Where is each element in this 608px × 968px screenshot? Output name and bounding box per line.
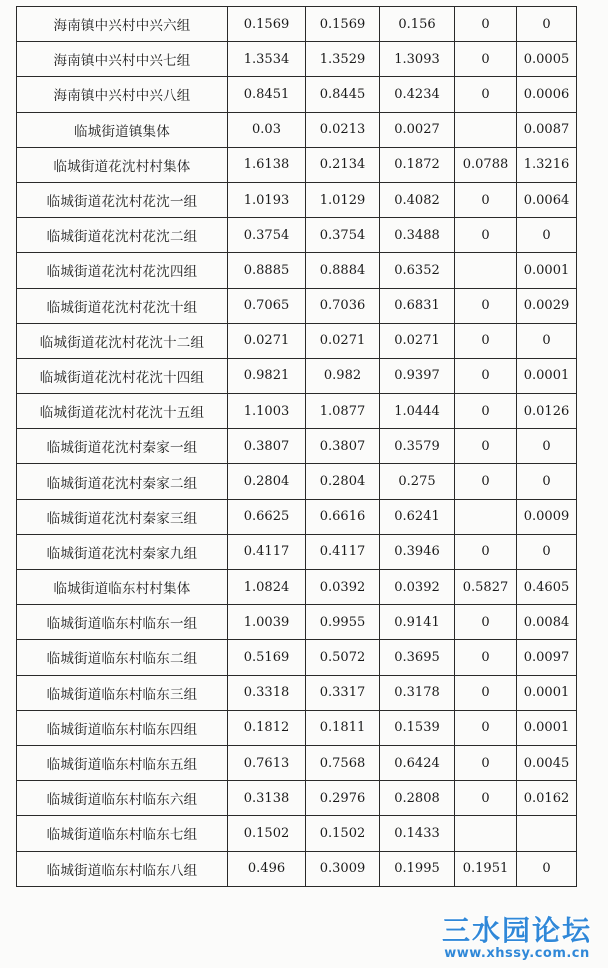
value-cell: 0 xyxy=(455,288,517,323)
row-label-cell: 临城街道临东村临东五组 xyxy=(17,745,228,780)
value-cell: 0 xyxy=(517,7,577,42)
value-cell: 0.4605 xyxy=(517,570,577,605)
row-label-cell: 临城街道花沈村花沈二组 xyxy=(17,218,228,253)
value-cell: 0.2808 xyxy=(380,781,455,816)
row-label-cell: 临城街道花沈村花沈十五组 xyxy=(17,394,228,429)
value-cell: 0.1539 xyxy=(380,710,455,745)
value-cell: 1.0444 xyxy=(380,394,455,429)
table-body xyxy=(17,7,577,887)
value-cell: 0.0097 xyxy=(517,640,577,675)
table-row xyxy=(17,534,577,569)
value-cell: 0.7568 xyxy=(306,745,380,780)
value-cell: 0.5169 xyxy=(228,640,306,675)
row-label-cell: 临城街道花沈村秦家一组 xyxy=(17,429,228,464)
table-row xyxy=(17,112,577,147)
value-cell: 0 xyxy=(455,42,517,77)
value-cell: 0.1502 xyxy=(306,816,380,851)
value-cell: 0.3488 xyxy=(380,218,455,253)
value-cell: 0.6616 xyxy=(306,499,380,534)
value-cell: 0.9821 xyxy=(228,358,306,393)
value-cell: 0.1951 xyxy=(455,851,517,886)
value-cell: 0.3178 xyxy=(380,675,455,710)
value-cell: 0.6241 xyxy=(380,499,455,534)
value-cell: 0.4117 xyxy=(228,534,306,569)
row-label-cell: 海南镇中兴村中兴七组 xyxy=(17,42,228,77)
value-cell: 0 xyxy=(517,323,577,358)
table-row xyxy=(17,147,577,182)
value-cell: 0.0001 xyxy=(517,710,577,745)
value-cell: 0.0271 xyxy=(306,323,380,358)
value-cell: 1.3216 xyxy=(517,147,577,182)
value-cell: 0.3754 xyxy=(306,218,380,253)
value-cell: 1.3534 xyxy=(228,42,306,77)
value-cell: 1.0193 xyxy=(228,182,306,217)
table-row xyxy=(17,218,577,253)
row-label-cell: 临城街道临东村临东一组 xyxy=(17,605,228,640)
table-row xyxy=(17,429,577,464)
row-label-cell: 临城街道花沈村秦家九组 xyxy=(17,534,228,569)
value-cell: 0.4117 xyxy=(306,534,380,569)
value-cell: 0.6424 xyxy=(380,745,455,780)
value-cell: 0.0001 xyxy=(517,253,577,288)
table-row xyxy=(17,710,577,745)
value-cell: 1.0877 xyxy=(306,394,380,429)
data-table xyxy=(16,6,577,887)
value-cell: 0.0084 xyxy=(517,605,577,640)
value-cell: 0.0271 xyxy=(228,323,306,358)
value-cell: 0 xyxy=(455,781,517,816)
row-label-cell: 临城街道花沈村花沈四组 xyxy=(17,253,228,288)
table-row xyxy=(17,640,577,675)
value-cell: 0.496 xyxy=(228,851,306,886)
value-cell: 0 xyxy=(455,77,517,112)
value-cell: 0.3138 xyxy=(228,781,306,816)
value-cell xyxy=(455,499,517,534)
value-cell xyxy=(455,816,517,851)
table-row xyxy=(17,77,577,112)
value-cell: 0 xyxy=(517,534,577,569)
value-cell xyxy=(455,253,517,288)
value-cell: 0.4082 xyxy=(380,182,455,217)
value-cell: 0.275 xyxy=(380,464,455,499)
value-cell: 0.3579 xyxy=(380,429,455,464)
value-cell: 0.1502 xyxy=(228,816,306,851)
row-label-cell: 临城街道临东村临东六组 xyxy=(17,781,228,816)
value-cell: 1.1003 xyxy=(228,394,306,429)
table-row xyxy=(17,7,577,42)
row-label-cell: 临城街道花沈村花沈十二组 xyxy=(17,323,228,358)
value-cell: 0 xyxy=(517,429,577,464)
value-cell: 0.0006 xyxy=(517,77,577,112)
value-cell: 1.3093 xyxy=(380,42,455,77)
value-cell: 0 xyxy=(455,710,517,745)
value-cell: 0 xyxy=(455,323,517,358)
table-row xyxy=(17,288,577,323)
row-label-cell: 临城街道花沈村秦家二组 xyxy=(17,464,228,499)
watermark-url: www.xhssy.com.cn xyxy=(444,946,590,961)
value-cell: 0.8884 xyxy=(306,253,380,288)
table-row xyxy=(17,851,577,886)
row-label-cell: 临城街道花沈村花沈一组 xyxy=(17,182,228,217)
row-label-cell: 临城街道花沈村花沈十组 xyxy=(17,288,228,323)
value-cell: 0.2804 xyxy=(228,464,306,499)
value-cell: 0.156 xyxy=(380,7,455,42)
value-cell: 0 xyxy=(455,182,517,217)
value-cell: 0 xyxy=(455,534,517,569)
value-cell: 0.982 xyxy=(306,358,380,393)
value-cell: 0.0001 xyxy=(517,675,577,710)
value-cell: 0 xyxy=(455,7,517,42)
row-label-cell: 临城街道花沈村花沈十四组 xyxy=(17,358,228,393)
row-label-cell: 临城街道临东村临东二组 xyxy=(17,640,228,675)
value-cell: 0.7613 xyxy=(228,745,306,780)
table-row xyxy=(17,464,577,499)
value-cell: 0.0001 xyxy=(517,358,577,393)
value-cell: 0.0027 xyxy=(380,112,455,147)
table-row xyxy=(17,781,577,816)
value-cell: 0.0005 xyxy=(517,42,577,77)
value-cell: 0.3318 xyxy=(228,675,306,710)
value-cell: 0.6352 xyxy=(380,253,455,288)
table-row xyxy=(17,675,577,710)
row-label-cell: 海南镇中兴村中兴八组 xyxy=(17,77,228,112)
value-cell: 0.6625 xyxy=(228,499,306,534)
value-cell: 0.0392 xyxy=(306,570,380,605)
value-cell: 0.0392 xyxy=(380,570,455,605)
value-cell: 0 xyxy=(455,675,517,710)
value-cell: 0.1811 xyxy=(306,710,380,745)
table-row xyxy=(17,358,577,393)
value-cell: 0.6831 xyxy=(380,288,455,323)
value-cell: 0.0162 xyxy=(517,781,577,816)
row-label-cell: 临城街道临东村临东三组 xyxy=(17,675,228,710)
value-cell: 0.9955 xyxy=(306,605,380,640)
value-cell: 0 xyxy=(517,464,577,499)
value-cell: 0.3754 xyxy=(228,218,306,253)
value-cell: 1.0129 xyxy=(306,182,380,217)
table-row xyxy=(17,253,577,288)
value-cell: 0.4234 xyxy=(380,77,455,112)
value-cell: 0.3009 xyxy=(306,851,380,886)
value-cell: 0.1995 xyxy=(380,851,455,886)
value-cell: 0.0126 xyxy=(517,394,577,429)
value-cell: 0.5072 xyxy=(306,640,380,675)
value-cell: 0.5827 xyxy=(455,570,517,605)
table-row xyxy=(17,745,577,780)
value-cell: 0.3807 xyxy=(228,429,306,464)
value-cell: 0.0029 xyxy=(517,288,577,323)
value-cell: 0 xyxy=(455,218,517,253)
value-cell: 0.0087 xyxy=(517,112,577,147)
table-row xyxy=(17,42,577,77)
value-cell: 0.1433 xyxy=(380,816,455,851)
value-cell xyxy=(455,112,517,147)
value-cell: 0.0271 xyxy=(380,323,455,358)
value-cell: 0.8445 xyxy=(306,77,380,112)
value-cell: 0.1569 xyxy=(306,7,380,42)
value-cell: 0.8451 xyxy=(228,77,306,112)
value-cell: 0.0064 xyxy=(517,182,577,217)
value-cell: 0.2134 xyxy=(306,147,380,182)
value-cell: 0 xyxy=(517,218,577,253)
value-cell: 0 xyxy=(455,464,517,499)
value-cell: 0 xyxy=(455,358,517,393)
value-cell xyxy=(517,816,577,851)
row-label-cell: 临城街道花沈村村集体 xyxy=(17,147,228,182)
value-cell: 0 xyxy=(455,640,517,675)
table-row xyxy=(17,394,577,429)
row-label-cell: 临城街道临东村临东八组 xyxy=(17,851,228,886)
forum-watermark xyxy=(432,916,602,962)
value-cell: 0.9141 xyxy=(380,605,455,640)
value-cell: 0.0788 xyxy=(455,147,517,182)
value-cell: 1.0039 xyxy=(228,605,306,640)
value-cell: 0.9397 xyxy=(380,358,455,393)
value-cell: 0.2976 xyxy=(306,781,380,816)
value-cell: 0 xyxy=(455,605,517,640)
row-label-cell: 海南镇中兴村中兴六组 xyxy=(17,7,228,42)
value-cell: 0 xyxy=(455,429,517,464)
value-cell: 0.3946 xyxy=(380,534,455,569)
row-label-cell: 临城街道临东村临东七组 xyxy=(17,816,228,851)
table-row xyxy=(17,605,577,640)
value-cell: 0.03 xyxy=(228,112,306,147)
value-cell: 0.3807 xyxy=(306,429,380,464)
value-cell: 0.1812 xyxy=(228,710,306,745)
row-label-cell: 临城街道花沈村秦家三组 xyxy=(17,499,228,534)
value-cell: 0.8885 xyxy=(228,253,306,288)
value-cell: 0.3695 xyxy=(380,640,455,675)
value-cell: 0.1569 xyxy=(228,7,306,42)
value-cell: 0.0045 xyxy=(517,745,577,780)
value-cell: 1.3529 xyxy=(306,42,380,77)
row-label-cell: 临城街道临东村临东四组 xyxy=(17,710,228,745)
value-cell: 1.0824 xyxy=(228,570,306,605)
value-cell: 0.2804 xyxy=(306,464,380,499)
table-row xyxy=(17,570,577,605)
watermark-title: 三水园论坛 xyxy=(441,914,592,947)
table-row xyxy=(17,816,577,851)
value-cell: 0.3317 xyxy=(306,675,380,710)
value-cell: 0.7036 xyxy=(306,288,380,323)
value-cell: 0 xyxy=(517,851,577,886)
table-row xyxy=(17,499,577,534)
value-cell: 0.0213 xyxy=(306,112,380,147)
value-cell: 0.7065 xyxy=(228,288,306,323)
row-label-cell: 临城街道临东村村集体 xyxy=(17,570,228,605)
row-label-cell: 临城街道镇集体 xyxy=(17,112,228,147)
table-row xyxy=(17,323,577,358)
value-cell: 0 xyxy=(455,745,517,780)
value-cell: 0.1872 xyxy=(380,147,455,182)
value-cell: 0.0009 xyxy=(517,499,577,534)
value-cell: 0 xyxy=(455,394,517,429)
value-cell: 1.6138 xyxy=(228,147,306,182)
table-row xyxy=(17,182,577,217)
